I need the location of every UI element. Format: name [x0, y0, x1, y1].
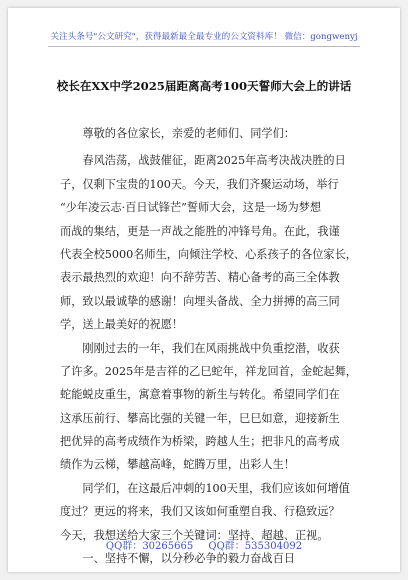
document-title: 校长在XX中学2025届距离高考100天誓师大会上的讲话	[56, 79, 352, 93]
footer	[8, 537, 400, 552]
footer-qq-group-1: QQ群：30265665	[105, 541, 194, 552]
body-line: 尊敬的各位家长，亲爱的老师们、同学们：	[60, 127, 295, 140]
body-line: 今天，我想送给大家三个关键词：坚持、超越、正视。	[60, 528, 329, 542]
body-line: “少年凌云志·百日试锋芒”誓师大会，这是一场为梦想	[60, 201, 322, 215]
body-line: 蛇能蜕皮重生，寓意着事物的新生与转化。希望同学们在	[60, 388, 340, 402]
document-page	[8, 8, 400, 572]
body-line: 这承压前行、攀高比强的关键一年，巳巳如意，迎接新生	[60, 411, 340, 425]
body-line: 一、坚持不懈，以分秒必争的毅力奋战百日	[60, 552, 295, 566]
body-line: 代表全校5000名师生，向倾注学校、心系孩子的各位家长，	[60, 247, 357, 261]
body-line: 把优异的高考成绩作为桥梁，跨越人生；把非凡的高考成	[60, 435, 340, 449]
header-divider	[48, 46, 360, 47]
body-line: 度过？更远的将来，我们又该如何重塑自我、行稳致远？	[60, 505, 340, 519]
body-line: 刚刚过去的一年，我们在风雨挑战中负重挖潜，收获	[60, 341, 340, 355]
body-line: 同学们，在这最后冲刺的100天里，我们应该如何增值	[60, 481, 350, 495]
body-line: 师，致以最诚挚的感谢！向埋头备战、全力拼搏的高三同	[60, 294, 340, 308]
body-line: 而战的集结，更是一声战之能胜的冲锋号角。在此，我谨	[60, 224, 340, 238]
body-line: 表示最热烈的欢迎！向不辞劳苦、精心备考的高三全体教	[60, 271, 340, 285]
document-body	[60, 122, 356, 570]
body-line: 春风浩荡，战鼓催征，距离2025年高考决战决胜的日	[60, 154, 346, 168]
body-line: 了许多。2025年是吉祥的乙巳蛇年，祥龙回首，金蛇起舞，	[60, 364, 357, 378]
footer-qq-group-2: QQ群：535304092	[208, 541, 303, 552]
body-line: 学，送上最美好的祝愿！	[60, 318, 184, 332]
body-line: 子，仅剩下宝贵的100天。今天，我们齐聚运动场，举行	[60, 177, 339, 191]
body-line: 绩作为云梯，攀越高峰，蛇腾万里，出彩人生！	[60, 458, 295, 472]
header-promo-note: 关注头条号"公文研究"，获得最新最全最专业的公文资料库！ 微信：gongwenyj	[50, 32, 358, 42]
